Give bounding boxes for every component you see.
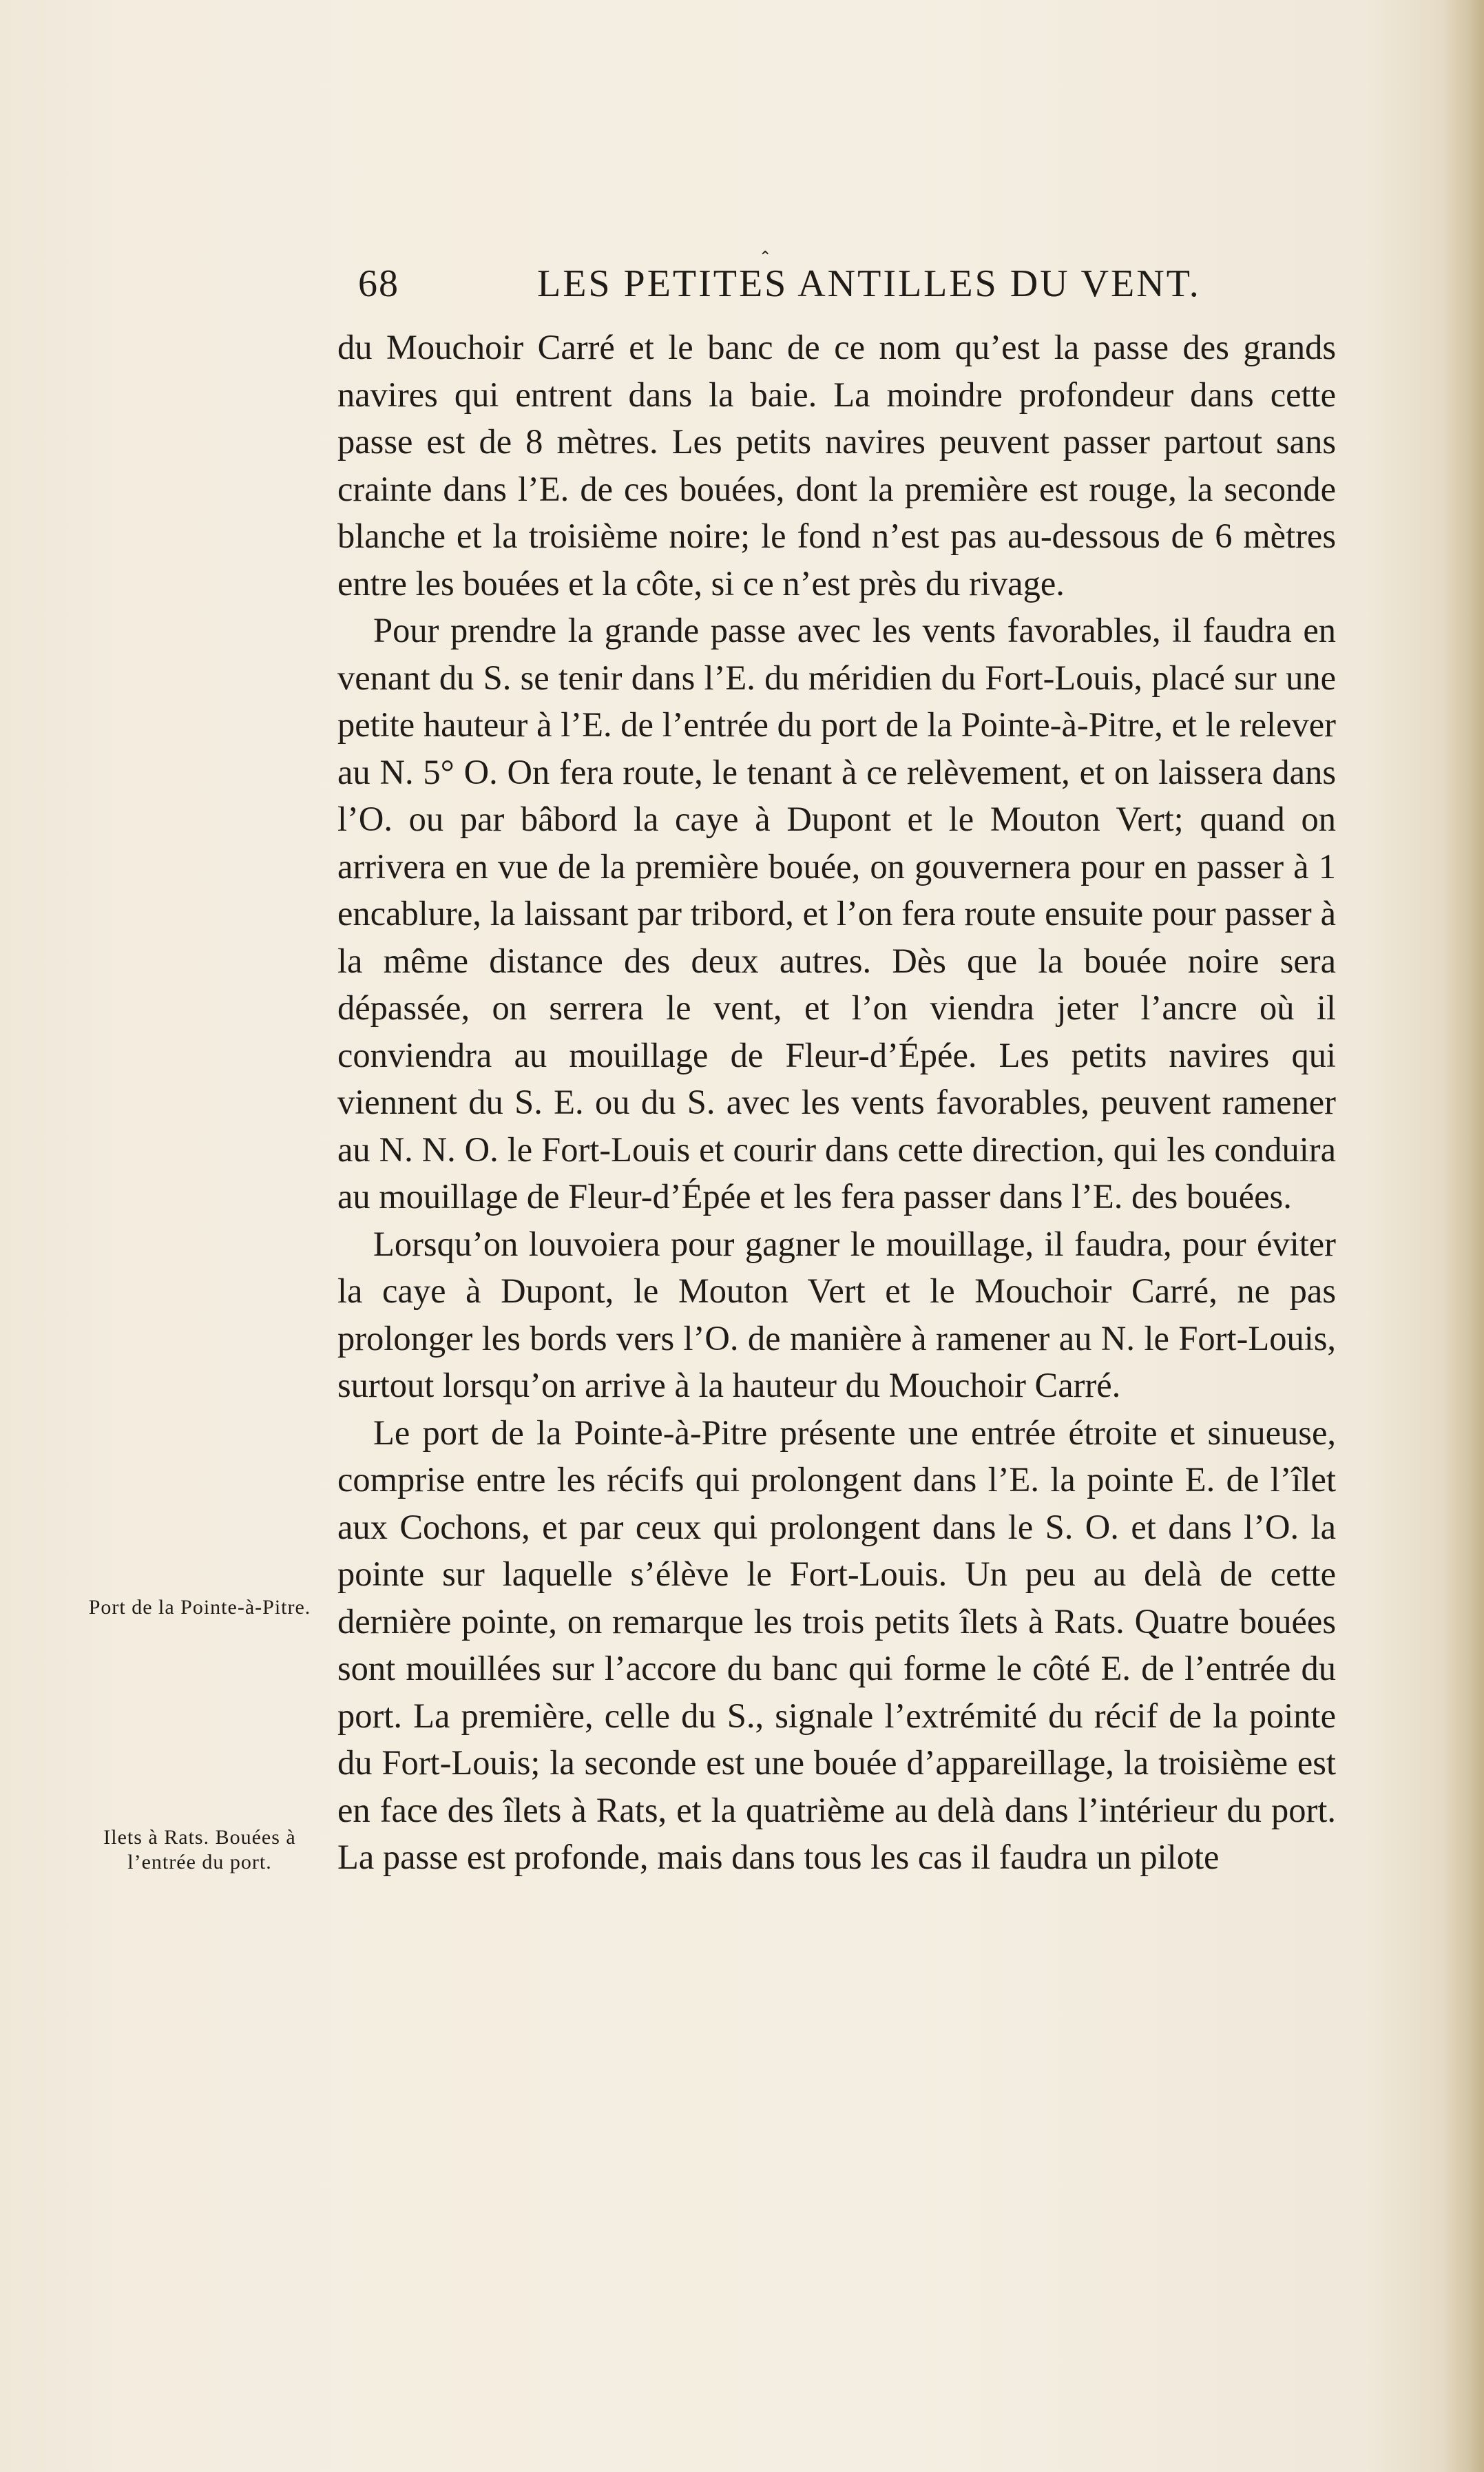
margin-note-ilets: Ilets à Rats. Bouées à l’entrée du port. xyxy=(103,1826,296,1873)
paragraph-2: Pour prendre la grande passe avec les vents favorables, il faudra en venant du S. se tenir dans l’E. du méridien du Fort-Louis, placé sur une petite hauteur à l’E. de l’entrée du port de la Pointe-à-Pitre, et le relever au N. 5° O. On fera route, le tenant à ce relèvement, et on laissera dans l’O. ou par bâbord la caye à Dupont et le Mouton Vert; quand on arrivera en vue de la première bouée, on gouvernera pour en passer à 1 encablure, la laissant par tribord, et l’on fera route ensuite pour passer à la même distance des deux autres. Dès que la bouée noire sera dépassée, on serrera le vent, et l’on viendra jeter l’ancre où il conviendra au mouillage de Fleur-d’Épée. Les petits navires qui viennent du S. E. ou du S. avec les vents favorables, peuvent ramener au N. N. O. le Fort-Louis et courir dans cette direction, qui les conduira au mouillage de Fleur-d’Épée et les fera passer dans l’E. des bouées. xyxy=(337,611,1336,1216)
paragraph-4: Le port de la Pointe-à-Pitre présente une entrée étroite et sinueuse, comprise entre les récifs qui prolongent dans l’E. la pointe E. de l’îlet aux Cochons, et par ceux qui prolongent dans le S. O. et dans l’O. la pointe sur laquelle s’élève le Fort-Louis. Un peu au delà de cette dernière pointe, on remarque les trois petits îlets à Rats. Quatre bouées sont mouillées sur l’accore du banc qui forme le côté E. de l’entrée du port. La première, celle du S., signale l’extrémité du récif de la pointe du Fort-Louis; la seconde est une bouée d’appareillage, la troisième est en face des îlets à Rats, et la quatrième au delà dans l’intérieur du port. La passe est profonde, mais dans tous les cas il faudra un pilote xyxy=(337,1413,1336,1876)
running-title: LES PETITES ANTILLES DU VENT. xyxy=(537,262,1201,305)
page-gutter-shadow xyxy=(1443,0,1484,2472)
margin-note-port: Port de la Pointe-à-Pitre. xyxy=(88,1596,311,1619)
paragraph-3: Lorsqu’on louvoiera pour gagner le mouillage, il faudra, pour éviter la caye à Dupont, le Mouton Vert et le Mouchoir Carré, ne pas prolonger les bords vers l’O. de manière à ramener au N. le Fort-Louis, surtout lorsqu’on arrive à la hauteur du Mouchoir Carré. xyxy=(337,1224,1336,1404)
page-header xyxy=(337,248,1336,317)
paragraph-1: du Mouchoir Carré et le banc de ce nom qu’est la passe des grands navires qui entrent dans la baie. La moindre profondeur dans cette passe est de 8 mètres. Les petits navires peuvent passer partout sans crainte dans l’E. de ces bouées, dont la première est rouge, la seconde blanche et la troisième noire; le fond n’est pas au-dessous de 6 mètres entre les bouées et la côte, si ce n’est près du rivage. xyxy=(337,328,1336,603)
printer-mark-icon: ⌃ xyxy=(759,248,773,265)
page-number: 68 xyxy=(358,262,399,305)
body-text xyxy=(337,324,1336,1881)
